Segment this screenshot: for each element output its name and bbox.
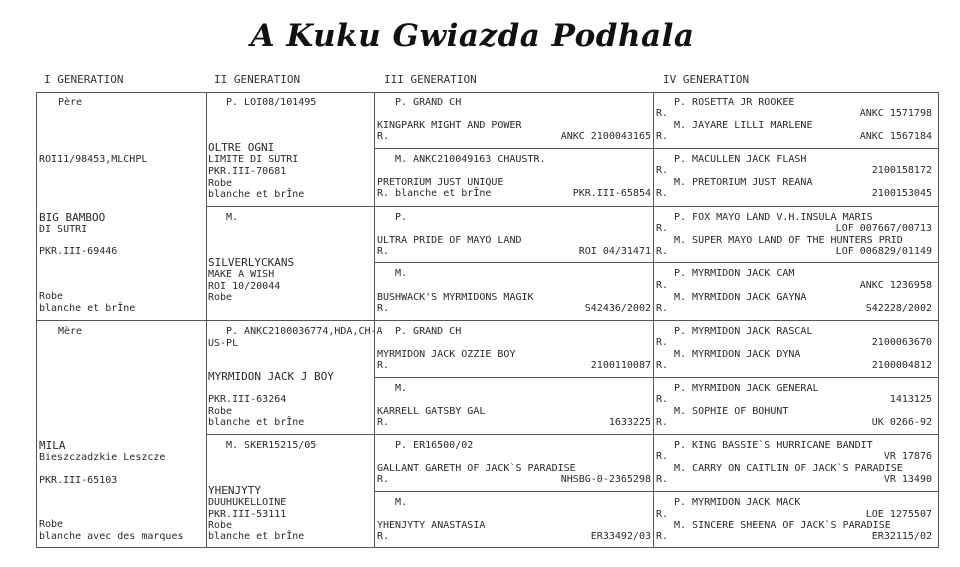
gen3-r: R. [377, 246, 390, 257]
gen3-role: P. GRAND CH [395, 326, 462, 337]
gen4-r: R. [656, 303, 669, 314]
gen3-name: PRETORIUM JUST UNIQUE [377, 177, 504, 188]
gen3-role: P. [395, 212, 408, 223]
row-divider [206, 206, 939, 207]
gen3-name: ULTRA PRIDE OF MAYO LAND [377, 235, 522, 246]
gen2-robe: Robe [208, 292, 233, 303]
row-divider [374, 148, 939, 149]
gen4-r: R. [656, 337, 669, 348]
page-title: A Kuku Gwiazda Podhala [250, 18, 695, 54]
gen4-dam: M. SINCERE SHEENA OF JACK`S PARADISE [674, 520, 891, 531]
sire-role: Père [58, 97, 83, 108]
gen4-r: R. [656, 474, 669, 485]
gen3-r: R. [377, 360, 390, 371]
gen4-dam-registration: S42228/2002 [865, 303, 932, 314]
gen2-robe: Robe [208, 406, 233, 417]
gen3-role: M. ANKC210049163 CHAUSTR. [395, 154, 546, 165]
sire-robe: Robe [39, 291, 64, 302]
gen3-r: R. [377, 131, 390, 142]
gen3-registration: 2100110087 [590, 360, 651, 371]
gen4-sire: P. MYRMIDON JACK MACK [674, 497, 801, 508]
gen2-name-line2: MAKE A WISH [208, 269, 275, 280]
gen4-r: R. [656, 131, 669, 142]
gen4-r: R. [656, 188, 669, 199]
gen2-pkr: PKR.III-70681 [208, 166, 287, 177]
dam-pkr: PKR.III-65103 [39, 475, 118, 486]
gen4-r: R. [656, 246, 669, 257]
gen4-r: R. [656, 108, 669, 119]
generation-header-4: IV GENERATION [663, 73, 750, 86]
gen3-registration: NHSBG-0-2365298 [560, 474, 651, 485]
gen2-role: M. [226, 212, 239, 223]
gen2-robe: Robe [208, 178, 233, 189]
gen4-sire-registration: ANKC 1236958 [859, 280, 932, 291]
gen3-r: R. [377, 303, 390, 314]
gen4-r: R. [656, 417, 669, 428]
gen4-sire-registration: 2100158172 [871, 165, 932, 176]
row-divider [374, 377, 939, 378]
gen4-sire: P. KING BASSIE`S HURRICANE BANDIT [674, 440, 873, 451]
row-divider [36, 320, 939, 321]
gen2-role: P. ANKC2100036774,HDA,CH-A [226, 326, 383, 337]
gen2-name: SILVERLYCKANS [208, 256, 295, 269]
gen3-r: R. [377, 531, 390, 542]
gen3-name: KINGPARK MIGHT AND POWER [377, 120, 522, 131]
gen4-sire-registration: LOF 007667/00713 [835, 223, 932, 234]
row-divider [374, 491, 939, 492]
gen4-r: R. [656, 223, 669, 234]
row-divider [374, 262, 939, 263]
gen3-r: R. [377, 474, 390, 485]
gen4-dam-registration: ER32115/02 [871, 531, 932, 542]
gen4-dam-registration: VR 13490 [883, 474, 932, 485]
gen4-dam: M. PRETORIUM JUST REANA [674, 177, 813, 188]
dam-name-suffix: Bieszczadzkie Leszcze [39, 452, 166, 463]
gen2-color: blanche et brÎne [208, 189, 305, 200]
gen4-r: R. [656, 509, 669, 520]
gen3-name: MYRMIDON JACK OZZIE BOY [377, 349, 516, 360]
gen4-sire: P. MYRMIDON JACK GENERAL [674, 383, 819, 394]
gen4-r: R. [656, 280, 669, 291]
dam-role: Mère [58, 326, 83, 337]
gen2-name: YHENJYTY [208, 484, 261, 497]
gen2-name: MYRMIDON JACK J BOY [208, 370, 334, 383]
gen3-registration: ANKC 2100043165 [560, 131, 651, 142]
gen4-sire-registration: VR 17876 [883, 451, 932, 462]
dam-name: MILA [39, 439, 66, 452]
gen4-dam-registration: ANKC 1567184 [859, 131, 932, 142]
gen4-sire: P. MYRMIDON JACK RASCAL [674, 326, 813, 337]
gen4-dam: M. SUPER MAYO LAND OF THE HUNTERS PRID [674, 235, 903, 246]
gen4-dam-registration: LOF 006829/01149 [835, 246, 932, 257]
gen3-role: P. GRAND CH [395, 97, 462, 108]
gen2-role: M. SKER15215/05 [226, 440, 317, 451]
gen2-pkr: PKR.III-63264 [208, 394, 287, 405]
gen3-role: M. [395, 497, 408, 508]
gen3-registration: PKR.III-65854 [572, 188, 651, 199]
gen2-robe: Robe [208, 520, 233, 531]
sire-pkr: PKR.III-69446 [39, 246, 118, 257]
gen2-color: blanche et brÎne [208, 531, 305, 542]
gen3-registration: S42436/2002 [584, 303, 651, 314]
gen4-dam-registration: 2100004812 [871, 360, 932, 371]
gen2-pkr: PKR.III-53111 [208, 509, 287, 520]
gen4-sire: P. ROSETTA JR ROOKEE [674, 97, 795, 108]
gen2-pkr: ROI 10/20044 [208, 281, 281, 292]
gen4-dam: M. MYRMIDON JACK DYNA [674, 349, 801, 360]
gen4-r: R. [656, 451, 669, 462]
gen3-role: P. ER16500/02 [395, 440, 474, 451]
gen4-dam: M. SOPHIE OF BOHUNT [674, 406, 789, 417]
gen3-registration: 1633225 [608, 417, 651, 428]
gen4-r: R. [656, 394, 669, 405]
gen3-r: R. [377, 417, 390, 428]
gen4-dam: M. JAYARE LILLI MARLENE [674, 120, 813, 131]
generation-header-2: II GENERATION [214, 73, 301, 86]
sire-color: blanche et brÎne [39, 303, 136, 314]
gen4-sire: P. MACULLEN JACK FLASH [674, 154, 807, 165]
gen4-sire-registration: 2100063670 [871, 337, 932, 348]
gen4-r: R. [656, 165, 669, 176]
gen4-sire: P. FOX MAYO LAND V.H.INSULA MARIS [674, 212, 873, 223]
dam-robe: Robe [39, 519, 64, 530]
gen4-dam-registration: 2100153045 [871, 188, 932, 199]
gen4-dam: M. MYRMIDON JACK GAYNA [674, 292, 807, 303]
gen4-sire-registration: LOE 1275507 [865, 509, 932, 520]
gen2-name-line2: LIMITE DI SUTRI [208, 154, 299, 165]
row-divider [206, 434, 939, 435]
gen3-registration: ROI 04/31471 [578, 246, 651, 257]
gen2-name: OLTRE OGNI [208, 141, 275, 154]
generation-header-3: III GENERATION [384, 73, 477, 86]
gen2-role: P. LOI08/101495 [226, 97, 317, 108]
gen3-role: M. [395, 383, 408, 394]
gen4-sire-registration: ANKC 1571798 [859, 108, 932, 119]
gen3-name: GALLANT GARETH OF JACK`S PARADISE [377, 463, 576, 474]
gen3-name: KARRELL GATSBY GAL [377, 406, 486, 417]
gen3-name: BUSHWACK'S MYRMIDONS MAGIK [377, 292, 534, 303]
sire-registration: ROI11/98453,MLCHPL [39, 154, 148, 165]
sire-name: BIG BAMBOO [39, 211, 106, 224]
gen3-registration: ER33492/03 [590, 531, 651, 542]
dam-color: blanche avec des marques [39, 531, 184, 542]
gen2-name-line2: DUUHUKELLOINE [208, 497, 287, 508]
sire-name-suffix: DI SUTRI [39, 224, 88, 235]
gen4-sire-registration: 1413125 [889, 394, 932, 405]
generation-header-1: I GENERATION [44, 73, 124, 86]
gen4-r: R. [656, 531, 669, 542]
gen3-role: M. [395, 268, 408, 279]
gen4-r: R. [656, 360, 669, 371]
gen2-role-line2: US-PL [208, 338, 239, 349]
gen3-name: YHENJYTY ANASTASIA [377, 520, 486, 531]
gen4-sire: P. MYRMIDON JACK CAM [674, 268, 795, 279]
gen3-r: R. blanche et brÎne [377, 188, 492, 199]
gen4-dam-registration: UK 0266-92 [871, 417, 932, 428]
gen4-dam: M. CARRY ON CAITLIN OF JACK`S PARADISE [674, 463, 903, 474]
gen2-color: blanche et brÎne [208, 417, 305, 428]
